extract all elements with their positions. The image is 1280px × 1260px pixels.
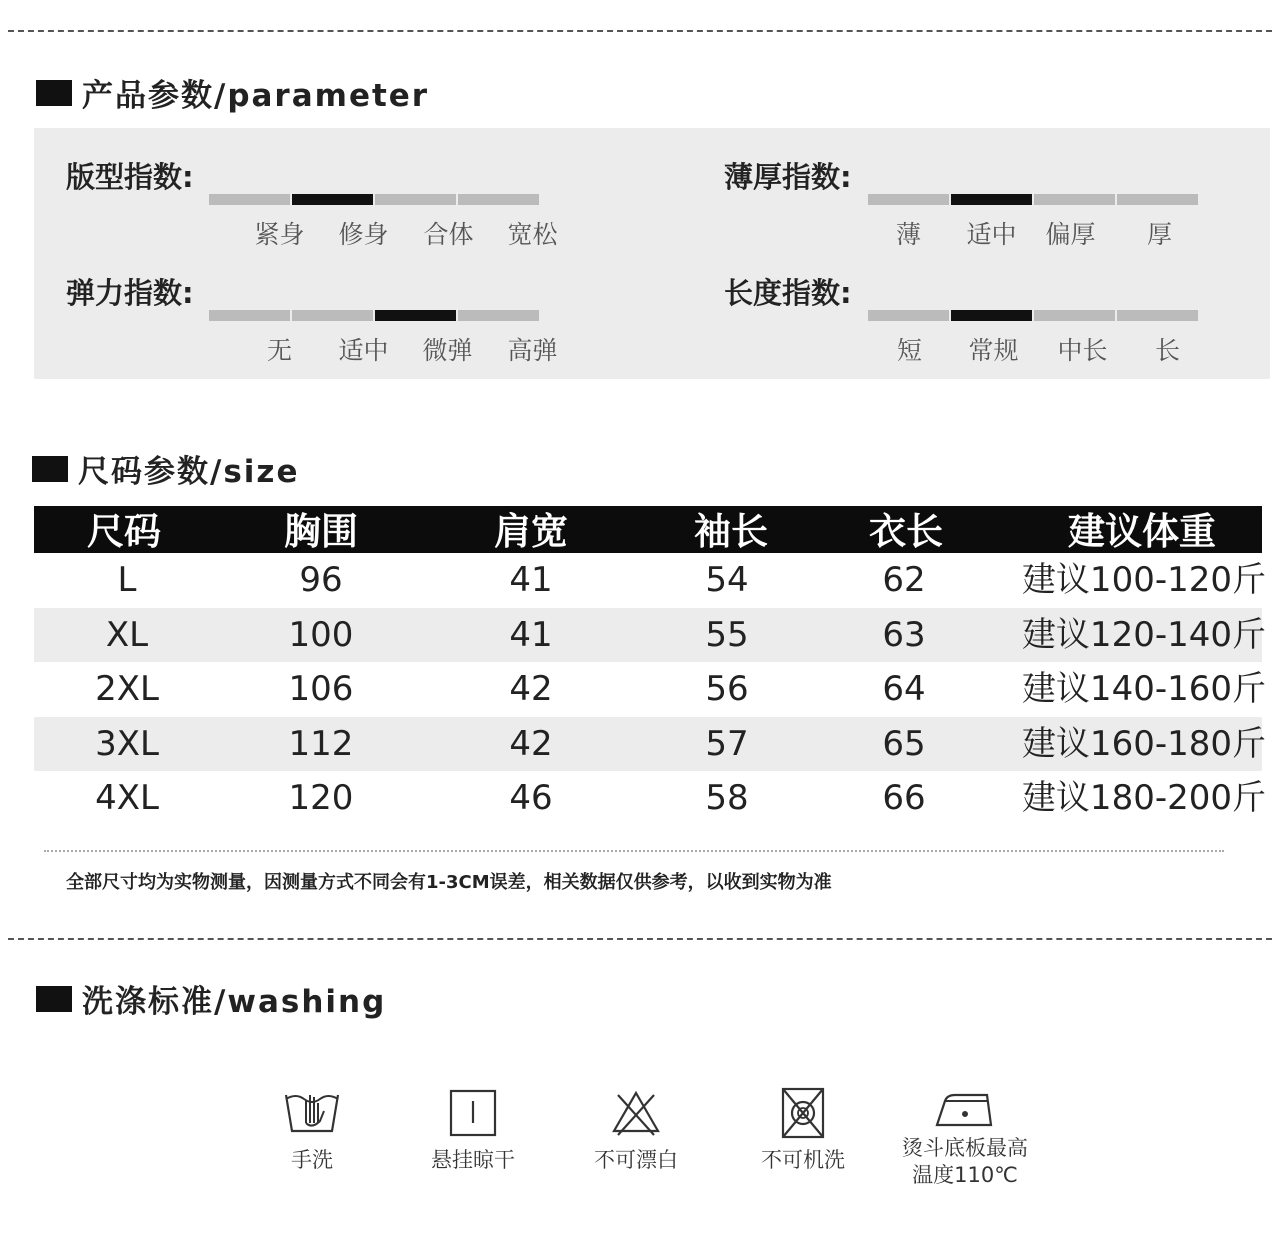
thickness-bar-1 xyxy=(868,194,949,205)
length-bar-3 xyxy=(1034,310,1115,321)
length-bar-1 xyxy=(868,310,949,321)
fit-option: 修身 xyxy=(338,220,389,249)
size-cell: L xyxy=(117,560,137,600)
length-option: 中长 xyxy=(1057,336,1108,365)
parameter-title: 产品参数/parameter xyxy=(82,78,430,114)
size-cell: 4XL xyxy=(95,778,159,818)
chest-cell: 106 xyxy=(288,669,354,709)
table-header xyxy=(34,506,1262,553)
elasticity-bar-1 xyxy=(209,310,290,321)
fit-option: 宽松 xyxy=(507,220,558,249)
thickness-option: 薄 xyxy=(895,220,921,249)
fit-bar-3 xyxy=(375,194,456,205)
wash-item-no-bleach xyxy=(556,1085,716,1174)
fit-option: 合体 xyxy=(423,220,474,249)
top-divider xyxy=(8,30,1272,32)
hand-wash-icon xyxy=(282,1085,342,1141)
weight-cell: 建议180-200斤 xyxy=(1021,778,1266,818)
elasticity-index-label: 弹力指数: xyxy=(66,276,194,310)
wash-label-line1: 烫斗底板最高 xyxy=(902,1136,1028,1160)
sleeve-cell: 58 xyxy=(705,778,749,818)
wash-item-iron xyxy=(885,1085,1045,1189)
elasticity-option: 高弹 xyxy=(507,336,558,365)
thickness-option: 偏厚 xyxy=(1045,220,1096,249)
wash-label: 不可漂白 xyxy=(594,1148,678,1172)
length-option: 长 xyxy=(1154,336,1180,365)
shoulder-cell: 41 xyxy=(509,614,553,655)
elasticity-option: 微弹 xyxy=(422,336,473,365)
fit-bar-2 xyxy=(292,194,373,205)
header-cell: 衣长 xyxy=(869,510,943,553)
thickness-bar-2 xyxy=(951,194,1032,205)
table-row xyxy=(34,662,1266,717)
elasticity-option: 无 xyxy=(266,336,292,365)
fit-option: 紧身 xyxy=(254,220,305,249)
thickness-index-label: 薄厚指数: xyxy=(724,160,852,194)
sleeve-cell: 54 xyxy=(705,560,749,600)
header-cell: 胸围 xyxy=(284,510,358,553)
wash-label: 不可机洗 xyxy=(761,1148,845,1172)
length-cell: 64 xyxy=(882,669,926,709)
header-cell: 袖长 xyxy=(694,510,768,553)
weight-cell: 建议160-180斤 xyxy=(1021,723,1266,764)
weight-cell: 建议120-140斤 xyxy=(1021,614,1266,655)
length-index-label: 长度指数: xyxy=(724,276,852,310)
length-cell: 66 xyxy=(882,778,926,818)
length-bar-2 xyxy=(951,310,1032,321)
measurement-note: 全部尺寸均为实物测量，因测量方式不同会有1-3CM误差，相关数据仅供参考，以收到实物为准 xyxy=(66,872,832,893)
size-cell: 2XL xyxy=(95,669,159,709)
chest-cell: 100 xyxy=(288,614,354,655)
table-row xyxy=(34,608,1266,663)
length-cell: 65 xyxy=(882,723,926,764)
parameter-heading xyxy=(36,70,429,115)
elasticity-bar-2 xyxy=(292,310,373,321)
shoulder-cell: 46 xyxy=(509,778,553,818)
wash-label: 手洗 xyxy=(291,1148,333,1172)
sleeve-cell: 57 xyxy=(705,723,749,764)
table-row xyxy=(34,553,1266,608)
iron-icon xyxy=(933,1085,997,1133)
parameter-panel xyxy=(34,128,1270,379)
thickness-option: 适中 xyxy=(966,220,1017,249)
no-machine-wash-icon xyxy=(773,1085,833,1141)
wash-label: 悬挂晾干 xyxy=(431,1148,515,1172)
size-cell: XL xyxy=(105,614,149,655)
chest-cell: 120 xyxy=(288,778,354,818)
length-cell: 62 xyxy=(882,560,926,600)
sleeve-cell: 56 xyxy=(705,669,749,709)
size-heading xyxy=(32,446,299,491)
elasticity-bar-4 xyxy=(458,310,539,321)
wash-item-no-machine-wash xyxy=(723,1085,883,1174)
chest-cell: 112 xyxy=(288,723,354,764)
washing-title: 洗涤标准/washing xyxy=(82,984,387,1020)
heading-marker xyxy=(36,80,72,106)
elasticity-bar-3 xyxy=(375,310,456,321)
length-option: 短 xyxy=(896,336,922,365)
elasticity-option: 适中 xyxy=(338,336,389,365)
length-cell: 63 xyxy=(882,614,926,655)
heading-marker xyxy=(32,456,68,482)
fit-index-label: 版型指数: xyxy=(66,160,194,194)
shoulder-cell: 41 xyxy=(509,560,553,600)
wash-item-hand-wash xyxy=(232,1085,392,1174)
no-bleach-icon xyxy=(606,1085,666,1141)
shoulder-cell: 42 xyxy=(509,723,553,764)
chest-cell: 96 xyxy=(299,560,343,600)
fit-bar-4 xyxy=(458,194,539,205)
size-cell: 3XL xyxy=(95,723,159,764)
table-divider xyxy=(44,850,1224,852)
header-cell: 肩宽 xyxy=(494,510,568,553)
length-bar-4 xyxy=(1117,310,1198,321)
table-row xyxy=(34,717,1266,772)
size-title: 尺码参数/size xyxy=(78,454,300,490)
table-row xyxy=(34,771,1266,826)
fit-bar-1 xyxy=(209,194,290,205)
shoulder-cell: 42 xyxy=(509,669,553,709)
sleeve-cell: 55 xyxy=(705,614,749,655)
wash-label-line2: 温度110℃ xyxy=(912,1163,1018,1187)
heading-marker xyxy=(36,986,72,1012)
thickness-option: 厚 xyxy=(1146,220,1172,249)
header-cell: 尺码 xyxy=(87,510,161,553)
washing-heading xyxy=(36,976,386,1021)
header-cell: 建议体重 xyxy=(1068,510,1216,553)
weight-cell: 建议100-120斤 xyxy=(1021,560,1266,600)
length-option: 常规 xyxy=(968,336,1019,365)
size-table xyxy=(34,506,1266,826)
thickness-bar-3 xyxy=(1034,194,1115,205)
section-divider xyxy=(8,938,1272,940)
thickness-bar-4 xyxy=(1117,194,1198,205)
hang-dry-icon xyxy=(443,1085,503,1141)
wash-item-hang-dry xyxy=(393,1085,553,1174)
weight-cell: 建议140-160斤 xyxy=(1021,669,1266,709)
